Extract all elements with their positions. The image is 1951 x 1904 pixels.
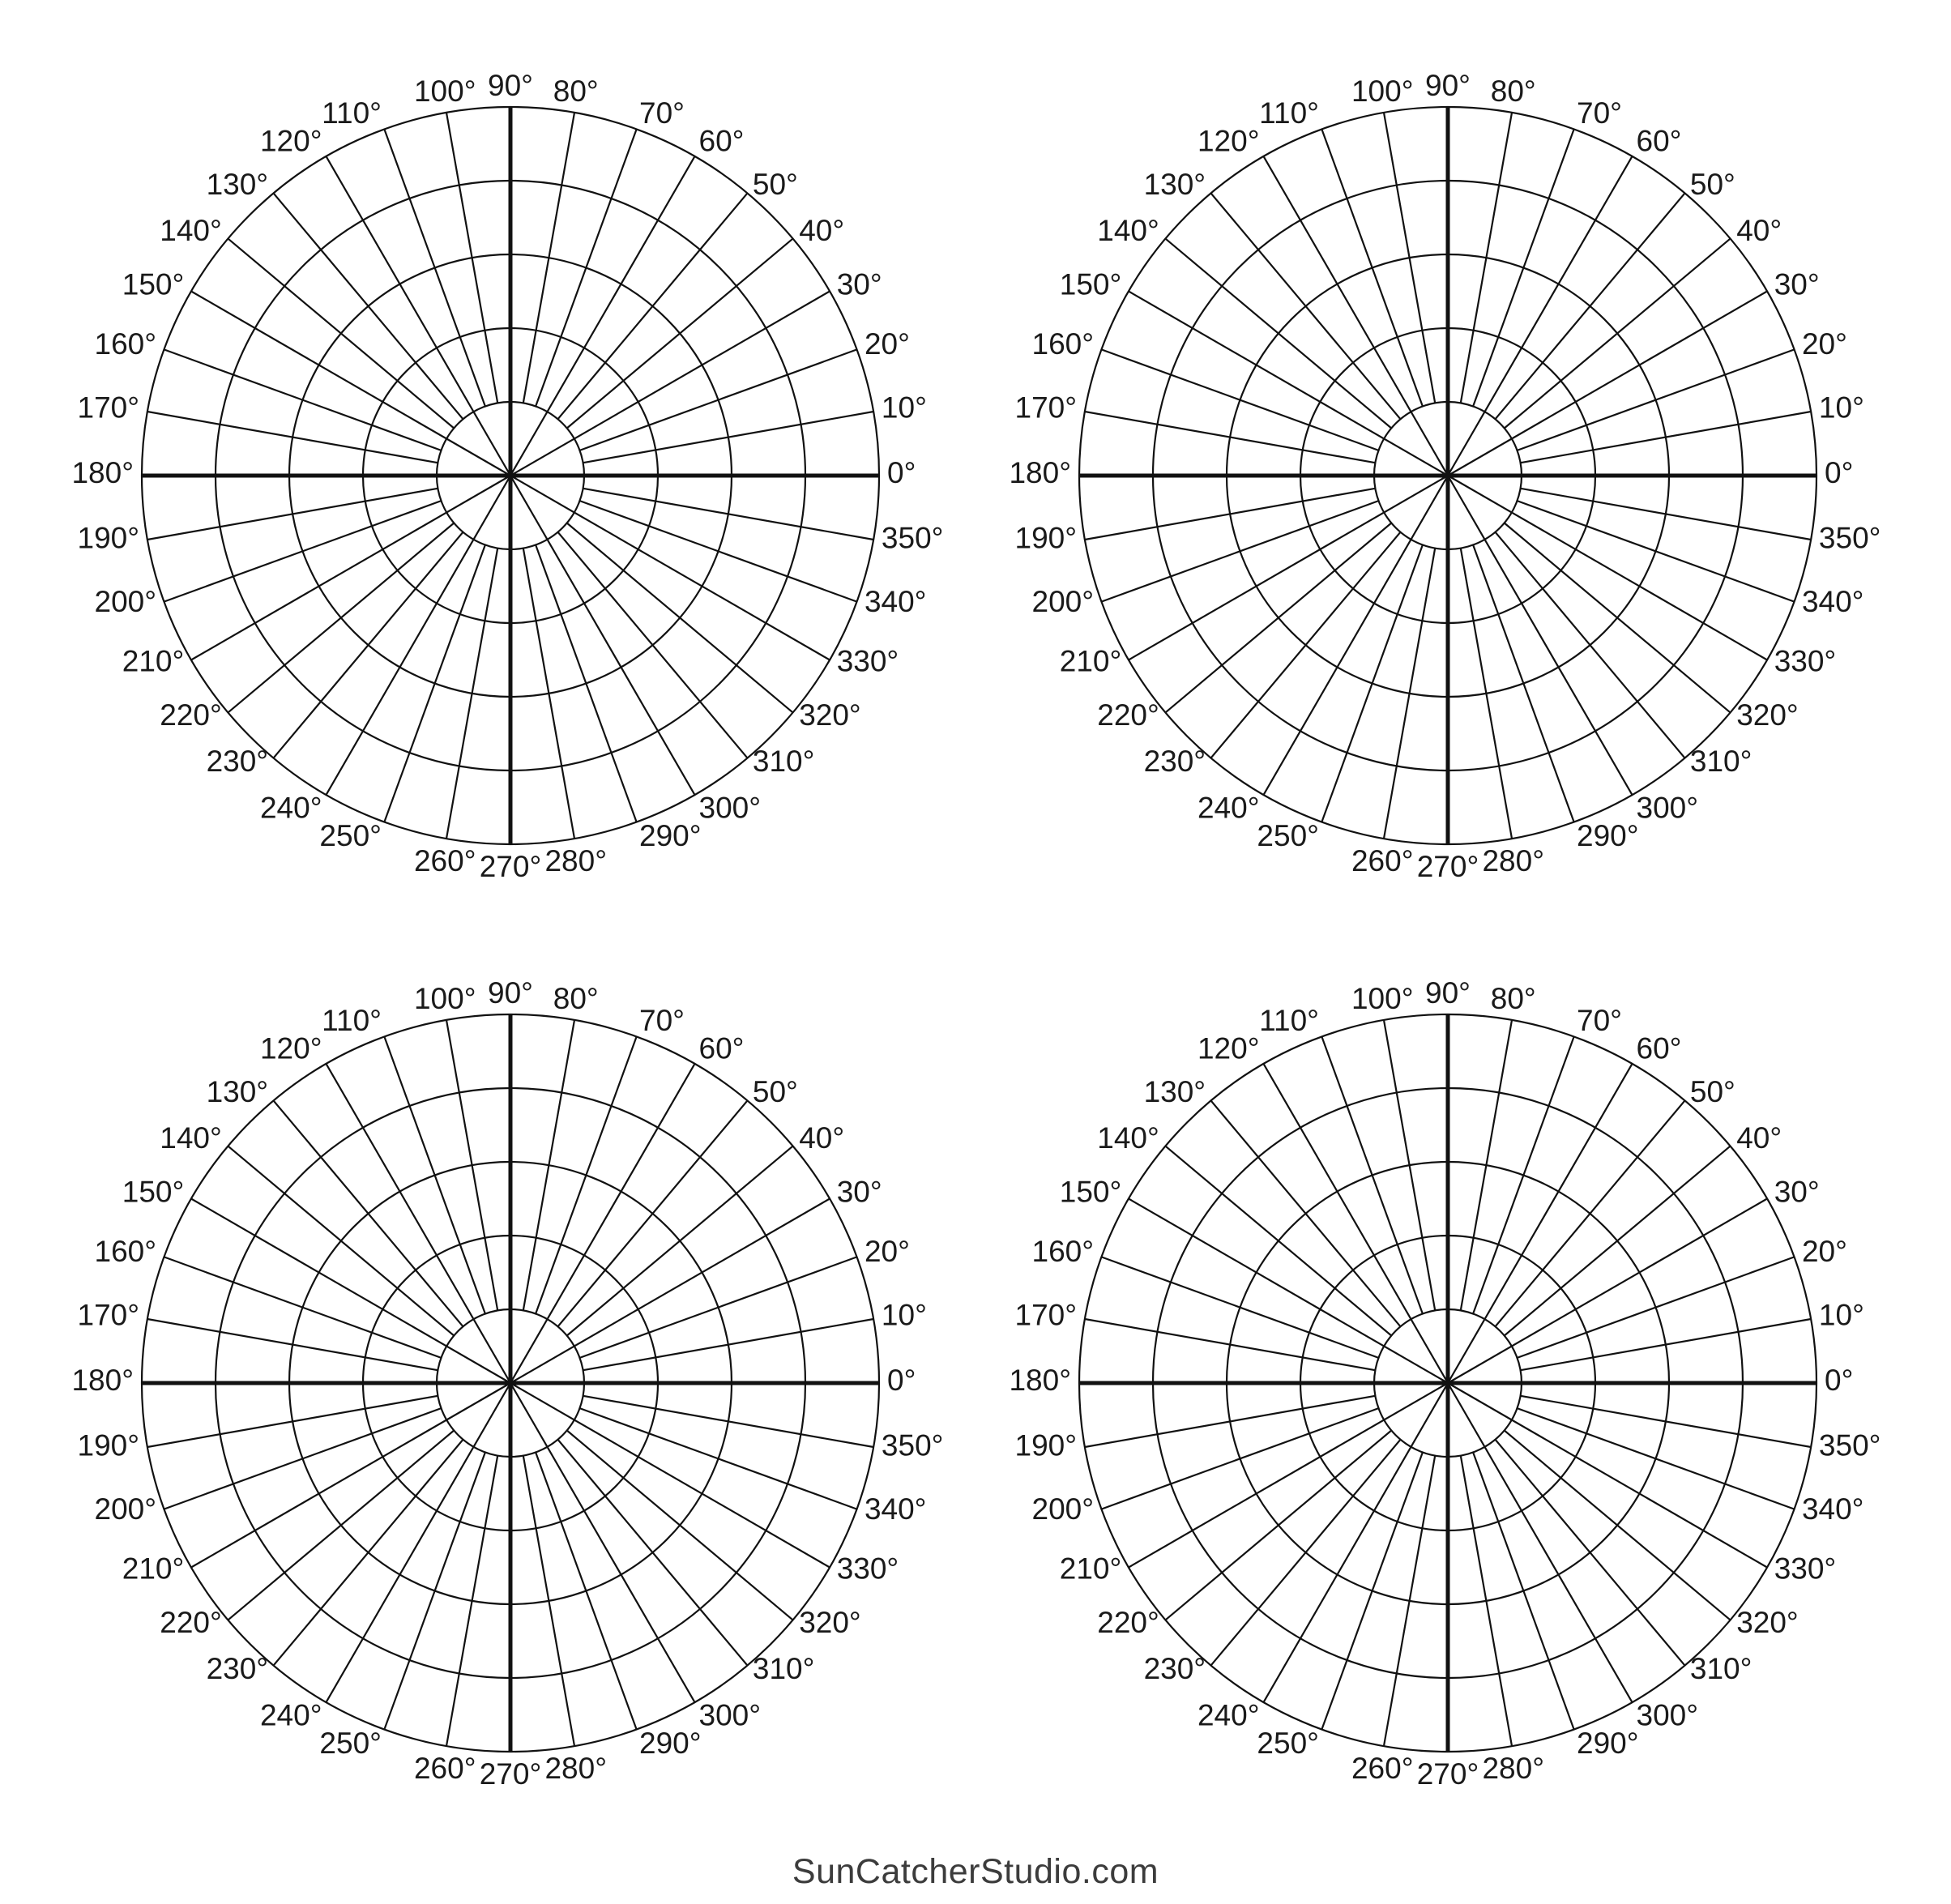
spoke-70deg bbox=[536, 1036, 636, 1313]
spoke-80deg bbox=[523, 1020, 574, 1310]
angle-label-140: 140° bbox=[1097, 1121, 1159, 1155]
angle-label-310: 310° bbox=[1689, 745, 1752, 779]
angle-label-230: 230° bbox=[1143, 745, 1206, 779]
spoke-310deg bbox=[1495, 532, 1684, 758]
spoke-310deg bbox=[557, 532, 747, 758]
spoke-20deg bbox=[1518, 349, 1795, 450]
angle-label-330: 330° bbox=[836, 1552, 899, 1586]
angle-label-150: 150° bbox=[122, 267, 185, 301]
spoke-130deg bbox=[274, 1100, 463, 1326]
spoke-20deg bbox=[580, 1257, 857, 1357]
angle-label-90: 90° bbox=[488, 976, 533, 1010]
angle-label-120: 120° bbox=[1197, 124, 1260, 158]
spoke-170deg bbox=[147, 412, 438, 463]
spoke-110deg bbox=[384, 1036, 485, 1313]
angle-label-210: 210° bbox=[1059, 644, 1122, 678]
polar-grid-bottom-right bbox=[978, 954, 1918, 1812]
angle-label-50: 50° bbox=[752, 1074, 798, 1108]
angle-label-190: 190° bbox=[77, 1428, 140, 1462]
polar-grid-top-right bbox=[978, 46, 1918, 905]
angle-label-150: 150° bbox=[1059, 267, 1122, 301]
angle-label-350: 350° bbox=[881, 521, 944, 555]
angle-label-70: 70° bbox=[639, 96, 685, 130]
angle-label-10: 10° bbox=[1818, 391, 1864, 425]
angle-label-300: 300° bbox=[1636, 1698, 1699, 1732]
angle-label-230: 230° bbox=[1143, 1652, 1206, 1686]
angle-label-130: 130° bbox=[1143, 1074, 1206, 1108]
angle-label-200: 200° bbox=[94, 1492, 157, 1526]
angle-label-240: 240° bbox=[1197, 1698, 1260, 1732]
angle-label-10: 10° bbox=[881, 391, 927, 425]
spoke-290deg bbox=[536, 545, 636, 822]
spoke-310deg bbox=[557, 1440, 747, 1666]
angle-label-220: 220° bbox=[160, 1605, 222, 1639]
angle-label-190: 190° bbox=[1014, 1428, 1078, 1462]
angle-label-180: 180° bbox=[1009, 456, 1071, 489]
angle-label-260: 260° bbox=[413, 1751, 476, 1785]
spoke-320deg bbox=[1505, 523, 1731, 712]
angle-label-250: 250° bbox=[1257, 1726, 1319, 1760]
spoke-220deg bbox=[228, 1430, 454, 1620]
spoke-230deg bbox=[1211, 1440, 1401, 1666]
angle-label-70: 70° bbox=[1577, 96, 1622, 130]
spoke-110deg bbox=[1321, 129, 1422, 406]
spoke-350deg bbox=[1521, 1396, 1811, 1447]
spoke-170deg bbox=[1085, 1319, 1375, 1370]
angle-label-40: 40° bbox=[1736, 214, 1782, 248]
angle-label-210: 210° bbox=[122, 644, 185, 678]
angle-label-130: 130° bbox=[206, 167, 269, 201]
angle-label-0: 0° bbox=[887, 456, 916, 489]
spoke-290deg bbox=[536, 1453, 636, 1730]
angle-label-100: 100° bbox=[413, 75, 476, 109]
angle-label-290: 290° bbox=[639, 818, 702, 852]
angle-label-30: 30° bbox=[1774, 267, 1820, 301]
spoke-260deg bbox=[1384, 1456, 1435, 1746]
angle-label-140: 140° bbox=[160, 1121, 222, 1155]
spoke-40deg bbox=[567, 239, 793, 429]
angle-label-220: 220° bbox=[160, 698, 222, 732]
spoke-310deg bbox=[1495, 1440, 1684, 1666]
angle-label-310: 310° bbox=[752, 1652, 815, 1686]
spoke-280deg bbox=[523, 1456, 574, 1746]
spoke-140deg bbox=[1165, 1146, 1391, 1336]
angle-label-0: 0° bbox=[1825, 1364, 1854, 1397]
spoke-260deg bbox=[1384, 549, 1435, 839]
angle-label-140: 140° bbox=[160, 214, 222, 248]
spoke-190deg bbox=[147, 489, 438, 540]
angle-label-260: 260° bbox=[413, 843, 476, 877]
angle-label-300: 300° bbox=[698, 791, 762, 825]
angle-label-220: 220° bbox=[1097, 698, 1159, 732]
polar-grid-top-left bbox=[41, 46, 980, 905]
angle-label-100: 100° bbox=[413, 982, 476, 1016]
angle-label-300: 300° bbox=[698, 1698, 762, 1732]
spoke-40deg bbox=[567, 1146, 793, 1336]
angle-label-20: 20° bbox=[1801, 1234, 1847, 1268]
angle-label-220: 220° bbox=[1097, 1605, 1159, 1639]
angle-label-310: 310° bbox=[1689, 1652, 1752, 1686]
angle-label-160: 160° bbox=[94, 1234, 157, 1268]
spoke-110deg bbox=[384, 129, 485, 406]
angle-label-280: 280° bbox=[1482, 1751, 1545, 1785]
angle-label-80: 80° bbox=[553, 982, 599, 1016]
angle-label-60: 60° bbox=[1636, 1031, 1682, 1065]
angle-label-160: 160° bbox=[94, 327, 157, 361]
spoke-20deg bbox=[1518, 1257, 1795, 1357]
spoke-250deg bbox=[384, 545, 485, 822]
angle-label-100: 100° bbox=[1351, 982, 1414, 1016]
angle-label-30: 30° bbox=[836, 267, 882, 301]
angle-label-240: 240° bbox=[259, 791, 322, 825]
spoke-250deg bbox=[1321, 545, 1422, 822]
spoke-340deg bbox=[1518, 1408, 1795, 1509]
spoke-80deg bbox=[1461, 1020, 1512, 1310]
spoke-140deg bbox=[1165, 239, 1391, 429]
angle-label-340: 340° bbox=[1801, 585, 1864, 619]
spoke-130deg bbox=[274, 193, 463, 419]
angle-label-70: 70° bbox=[639, 1004, 685, 1038]
spoke-160deg bbox=[164, 1257, 441, 1357]
angle-label-270: 270° bbox=[1416, 850, 1479, 883]
angle-label-200: 200° bbox=[94, 585, 157, 619]
angle-label-350: 350° bbox=[881, 1428, 944, 1462]
angle-label-270: 270° bbox=[479, 850, 542, 883]
angle-label-180: 180° bbox=[71, 1364, 134, 1397]
angle-label-110: 110° bbox=[322, 96, 382, 130]
angle-label-200: 200° bbox=[1031, 1492, 1095, 1526]
polar-grid-svg bbox=[41, 46, 980, 905]
angle-label-230: 230° bbox=[206, 745, 269, 779]
spoke-100deg bbox=[446, 1020, 497, 1310]
spoke-200deg bbox=[164, 501, 441, 601]
angle-label-140: 140° bbox=[1097, 214, 1159, 248]
angle-label-210: 210° bbox=[1059, 1552, 1122, 1586]
angle-label-310: 310° bbox=[752, 745, 815, 779]
spoke-80deg bbox=[1461, 113, 1512, 403]
spoke-50deg bbox=[1495, 1100, 1684, 1326]
polar-grid-svg bbox=[41, 954, 980, 1812]
spoke-40deg bbox=[1505, 239, 1731, 429]
spoke-80deg bbox=[523, 113, 574, 403]
angle-label-90: 90° bbox=[488, 69, 533, 102]
angle-label-260: 260° bbox=[1351, 1751, 1414, 1785]
spoke-130deg bbox=[1211, 193, 1401, 419]
spoke-160deg bbox=[1101, 349, 1378, 450]
spoke-260deg bbox=[446, 549, 497, 839]
angle-label-50: 50° bbox=[752, 167, 798, 201]
angle-label-10: 10° bbox=[881, 1298, 927, 1332]
angle-label-70: 70° bbox=[1577, 1004, 1622, 1038]
angle-label-330: 330° bbox=[1774, 644, 1837, 678]
angle-label-50: 50° bbox=[1689, 167, 1735, 201]
spoke-70deg bbox=[536, 129, 636, 406]
spoke-250deg bbox=[384, 1453, 485, 1730]
spoke-290deg bbox=[1473, 1453, 1573, 1730]
spoke-220deg bbox=[228, 523, 454, 712]
spoke-130deg bbox=[1211, 1100, 1401, 1326]
spoke-70deg bbox=[1473, 1036, 1573, 1313]
angle-label-40: 40° bbox=[799, 1121, 845, 1155]
spoke-280deg bbox=[1461, 549, 1512, 839]
angle-label-260: 260° bbox=[1351, 843, 1414, 877]
spoke-170deg bbox=[1085, 412, 1375, 463]
angle-label-340: 340° bbox=[1801, 1492, 1864, 1526]
angle-label-200: 200° bbox=[1031, 585, 1095, 619]
spoke-340deg bbox=[580, 501, 857, 601]
angle-label-180: 180° bbox=[1009, 1364, 1071, 1397]
angle-label-170: 170° bbox=[1014, 1298, 1078, 1332]
angle-label-340: 340° bbox=[864, 585, 927, 619]
angle-label-30: 30° bbox=[836, 1175, 882, 1209]
angle-label-130: 130° bbox=[206, 1074, 269, 1108]
angle-label-180: 180° bbox=[71, 456, 134, 489]
spoke-10deg bbox=[1521, 1319, 1811, 1370]
spoke-10deg bbox=[583, 412, 873, 463]
spoke-160deg bbox=[1101, 1257, 1378, 1357]
spoke-50deg bbox=[1495, 193, 1684, 419]
angle-label-270: 270° bbox=[1416, 1757, 1479, 1791]
spoke-100deg bbox=[1384, 1020, 1435, 1310]
angle-label-50: 50° bbox=[1689, 1074, 1735, 1108]
angle-label-290: 290° bbox=[639, 1726, 702, 1760]
angle-label-270: 270° bbox=[479, 1757, 542, 1791]
spoke-160deg bbox=[164, 349, 441, 450]
spoke-220deg bbox=[1165, 523, 1391, 712]
spoke-230deg bbox=[274, 1440, 463, 1666]
angle-label-330: 330° bbox=[836, 644, 899, 678]
spoke-140deg bbox=[228, 1146, 454, 1336]
angle-label-250: 250° bbox=[319, 818, 382, 852]
spoke-190deg bbox=[1085, 1396, 1375, 1447]
angle-label-20: 20° bbox=[1801, 327, 1847, 361]
angle-label-120: 120° bbox=[259, 1031, 322, 1065]
spoke-230deg bbox=[1211, 532, 1401, 758]
angle-label-170: 170° bbox=[1014, 391, 1078, 425]
spoke-200deg bbox=[164, 1408, 441, 1509]
angle-label-240: 240° bbox=[1197, 791, 1260, 825]
polar-grid-svg bbox=[978, 46, 1918, 905]
angle-label-150: 150° bbox=[122, 1175, 185, 1209]
spoke-190deg bbox=[1085, 489, 1375, 540]
angle-label-190: 190° bbox=[77, 521, 140, 555]
angle-label-330: 330° bbox=[1774, 1552, 1837, 1586]
angle-label-80: 80° bbox=[1490, 982, 1536, 1016]
angle-label-80: 80° bbox=[1490, 75, 1536, 109]
polar-grid-bottom-left bbox=[41, 954, 980, 1812]
angle-label-320: 320° bbox=[1736, 1605, 1799, 1639]
angle-label-320: 320° bbox=[799, 1605, 861, 1639]
angle-label-290: 290° bbox=[1577, 1726, 1639, 1760]
spoke-320deg bbox=[1505, 1430, 1731, 1620]
angle-label-250: 250° bbox=[319, 1726, 382, 1760]
angle-label-120: 120° bbox=[259, 124, 322, 158]
angle-label-120: 120° bbox=[1197, 1031, 1260, 1065]
angle-label-160: 160° bbox=[1031, 327, 1095, 361]
spoke-280deg bbox=[1461, 1456, 1512, 1746]
angle-label-280: 280° bbox=[544, 1751, 608, 1785]
spoke-350deg bbox=[1521, 489, 1811, 540]
angle-label-210: 210° bbox=[122, 1552, 185, 1586]
angle-label-110: 110° bbox=[322, 1004, 382, 1038]
spoke-50deg bbox=[557, 1100, 747, 1326]
angle-label-280: 280° bbox=[1482, 843, 1545, 877]
spoke-10deg bbox=[1521, 412, 1811, 463]
angle-label-20: 20° bbox=[864, 327, 910, 361]
spoke-350deg bbox=[583, 1396, 873, 1447]
angle-label-170: 170° bbox=[77, 391, 140, 425]
spoke-200deg bbox=[1101, 501, 1378, 601]
angle-label-170: 170° bbox=[77, 1298, 140, 1332]
angle-label-60: 60° bbox=[1636, 124, 1682, 158]
angle-label-40: 40° bbox=[799, 214, 845, 248]
angle-label-20: 20° bbox=[864, 1234, 910, 1268]
angle-label-250: 250° bbox=[1257, 818, 1319, 852]
spoke-20deg bbox=[580, 349, 857, 450]
spoke-340deg bbox=[580, 1408, 857, 1509]
spoke-50deg bbox=[557, 193, 747, 419]
polar-grid-svg bbox=[978, 954, 1918, 1812]
spoke-280deg bbox=[523, 549, 574, 839]
angle-label-60: 60° bbox=[698, 124, 745, 158]
angle-label-190: 190° bbox=[1014, 521, 1078, 555]
angle-label-40: 40° bbox=[1736, 1121, 1782, 1155]
spoke-320deg bbox=[567, 523, 793, 712]
angle-label-80: 80° bbox=[553, 75, 599, 109]
angle-label-300: 300° bbox=[1636, 791, 1699, 825]
spoke-70deg bbox=[1473, 129, 1573, 406]
spoke-170deg bbox=[147, 1319, 438, 1370]
angle-label-130: 130° bbox=[1143, 167, 1206, 201]
spoke-230deg bbox=[274, 532, 463, 758]
angle-label-10: 10° bbox=[1818, 1298, 1864, 1332]
spoke-220deg bbox=[1165, 1430, 1391, 1620]
angle-label-350: 350° bbox=[1818, 521, 1881, 555]
angle-label-350: 350° bbox=[1818, 1428, 1881, 1462]
angle-label-60: 60° bbox=[698, 1031, 745, 1065]
spoke-190deg bbox=[147, 1396, 438, 1447]
spoke-320deg bbox=[567, 1430, 793, 1620]
angle-label-150: 150° bbox=[1059, 1175, 1122, 1209]
angle-label-110: 110° bbox=[1259, 1004, 1319, 1038]
angle-label-110: 110° bbox=[1259, 96, 1319, 130]
angle-label-100: 100° bbox=[1351, 75, 1414, 109]
spoke-260deg bbox=[446, 1456, 497, 1746]
spoke-100deg bbox=[446, 113, 497, 403]
angle-label-90: 90° bbox=[1425, 69, 1471, 102]
angle-label-240: 240° bbox=[259, 1698, 322, 1732]
angle-label-0: 0° bbox=[887, 1364, 916, 1397]
spoke-290deg bbox=[1473, 545, 1573, 822]
angle-label-320: 320° bbox=[1736, 698, 1799, 732]
angle-label-230: 230° bbox=[206, 1652, 269, 1686]
angle-label-90: 90° bbox=[1425, 976, 1471, 1010]
angle-label-340: 340° bbox=[864, 1492, 927, 1526]
spoke-140deg bbox=[228, 239, 454, 429]
angle-label-30: 30° bbox=[1774, 1175, 1820, 1209]
footer-website-label: SunCatcherStudio.com bbox=[792, 1852, 1159, 1891]
angle-label-0: 0° bbox=[1825, 456, 1854, 489]
angle-label-290: 290° bbox=[1577, 818, 1639, 852]
spoke-10deg bbox=[583, 1319, 873, 1370]
spoke-110deg bbox=[1321, 1036, 1422, 1313]
spoke-200deg bbox=[1101, 1408, 1378, 1509]
spoke-250deg bbox=[1321, 1453, 1422, 1730]
angle-label-160: 160° bbox=[1031, 1234, 1095, 1268]
angle-label-280: 280° bbox=[544, 843, 608, 877]
angle-label-320: 320° bbox=[799, 698, 861, 732]
spoke-40deg bbox=[1505, 1146, 1731, 1336]
spoke-340deg bbox=[1518, 501, 1795, 601]
spoke-100deg bbox=[1384, 113, 1435, 403]
spoke-350deg bbox=[583, 489, 873, 540]
